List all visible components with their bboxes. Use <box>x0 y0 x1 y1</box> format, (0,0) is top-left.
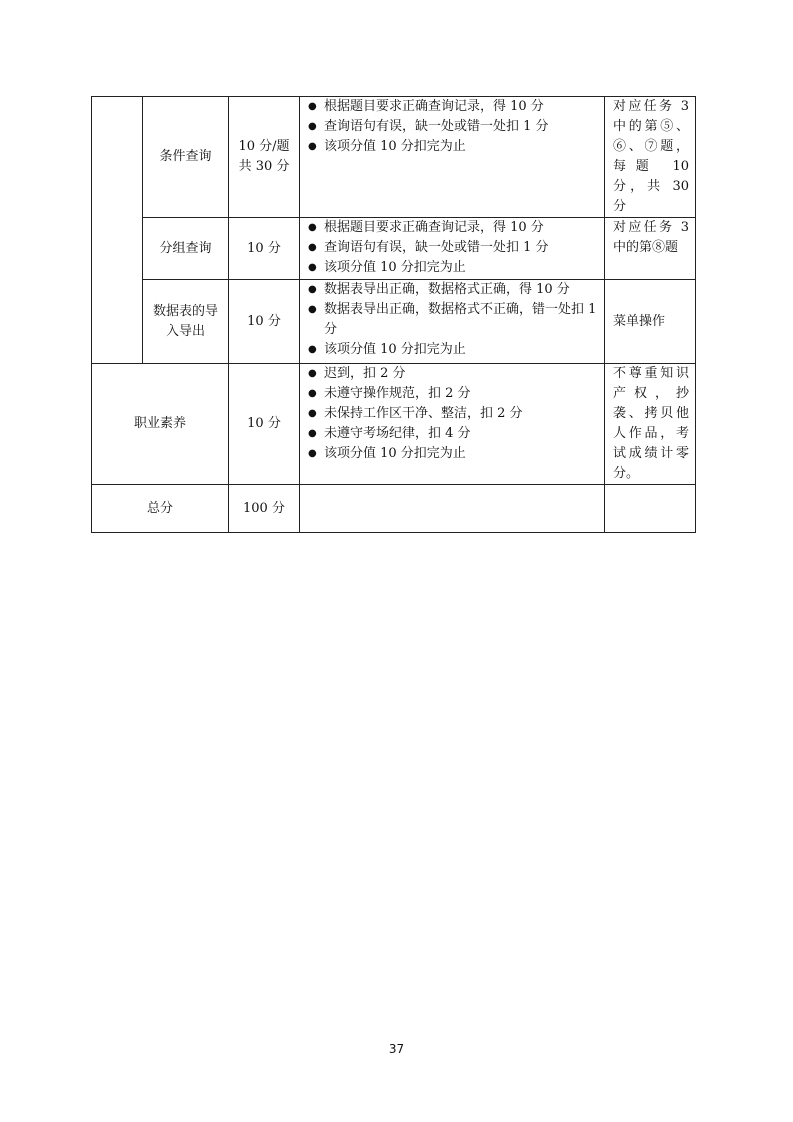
criteria-item: ● 根据题目要求正确查询记录，得 10 分 <box>306 97 600 117</box>
criteria-item: ● 该项分值 10 分扣完为止 <box>306 258 600 278</box>
criteria-item: ● 查询语句有误，缺一处或错一处扣 1 分 <box>306 117 600 137</box>
page-number: 37 <box>388 1042 405 1056</box>
category-cell-continued <box>92 97 143 364</box>
criteria-cell <box>300 280 605 364</box>
score-cell: 100 分 <box>229 485 300 533</box>
criteria-item: ● 未保持工作区干净、整洁，扣 2 分 <box>306 404 600 424</box>
item-cell: 数据表的导 入导出 <box>143 280 229 364</box>
score-cell: 10 分 <box>229 364 300 485</box>
criteria-cell <box>300 97 605 218</box>
scoring-table <box>91 96 696 533</box>
item-cell: 条件查询 <box>143 97 229 218</box>
criteria-item: ● 该项分值 10 分扣完为止 <box>306 137 600 157</box>
item-cell: 总分 <box>92 485 229 533</box>
score-cell: 10 分 <box>229 218 300 280</box>
criteria-item: ● 根据题目要求正确查询记录，得 10 分 <box>306 218 600 238</box>
criteria-item: ● 该项分值 10 分扣完为止 <box>306 444 600 464</box>
table-row-condition-query <box>92 97 696 218</box>
item-cell: 分组查询 <box>143 218 229 280</box>
criteria-item: ● 数据表导出正确，数据格式正确，得 10 分 <box>306 280 600 300</box>
criteria-item: ● 数据表导出正确，数据格式不正确，错一处扣 1 分 <box>306 300 600 340</box>
criteria-cell <box>300 218 605 280</box>
table-row-total <box>92 485 696 533</box>
criteria-item: ● 迟到，扣 2 分 <box>306 364 600 384</box>
item-cell: 职业素养 <box>92 364 229 485</box>
criteria-cell <box>300 364 605 485</box>
criteria-item: ● 查询语句有误，缺一处或错一处扣 1 分 <box>306 238 600 258</box>
table-row-import-export <box>92 280 696 364</box>
criteria-item: ● 未遵守操作规范，扣 2 分 <box>306 384 600 404</box>
table-row-group-query <box>92 218 696 280</box>
note-cell: 对应任务 3 中的第⑧题 <box>605 218 696 280</box>
criteria-cell-empty <box>300 485 605 533</box>
note-cell: 对应任务 3 中的第⑤、⑥、⑦题，每题 10 分，共 30 分 <box>605 97 696 218</box>
note-cell: 菜单操作 <box>605 280 696 364</box>
score-cell: 10 分 <box>229 280 300 364</box>
note-cell: 不尊重知识产权，抄袭、拷贝他人作品，考试成绩计零分。 <box>605 364 696 485</box>
table-row-professional <box>92 364 696 485</box>
note-cell-empty <box>605 485 696 533</box>
score-cell: 10 分/题 共 30 分 <box>229 97 300 218</box>
criteria-item: ● 未遵守考场纪律，扣 4 分 <box>306 424 600 444</box>
criteria-item: ● 该项分值 10 分扣完为止 <box>306 340 600 360</box>
